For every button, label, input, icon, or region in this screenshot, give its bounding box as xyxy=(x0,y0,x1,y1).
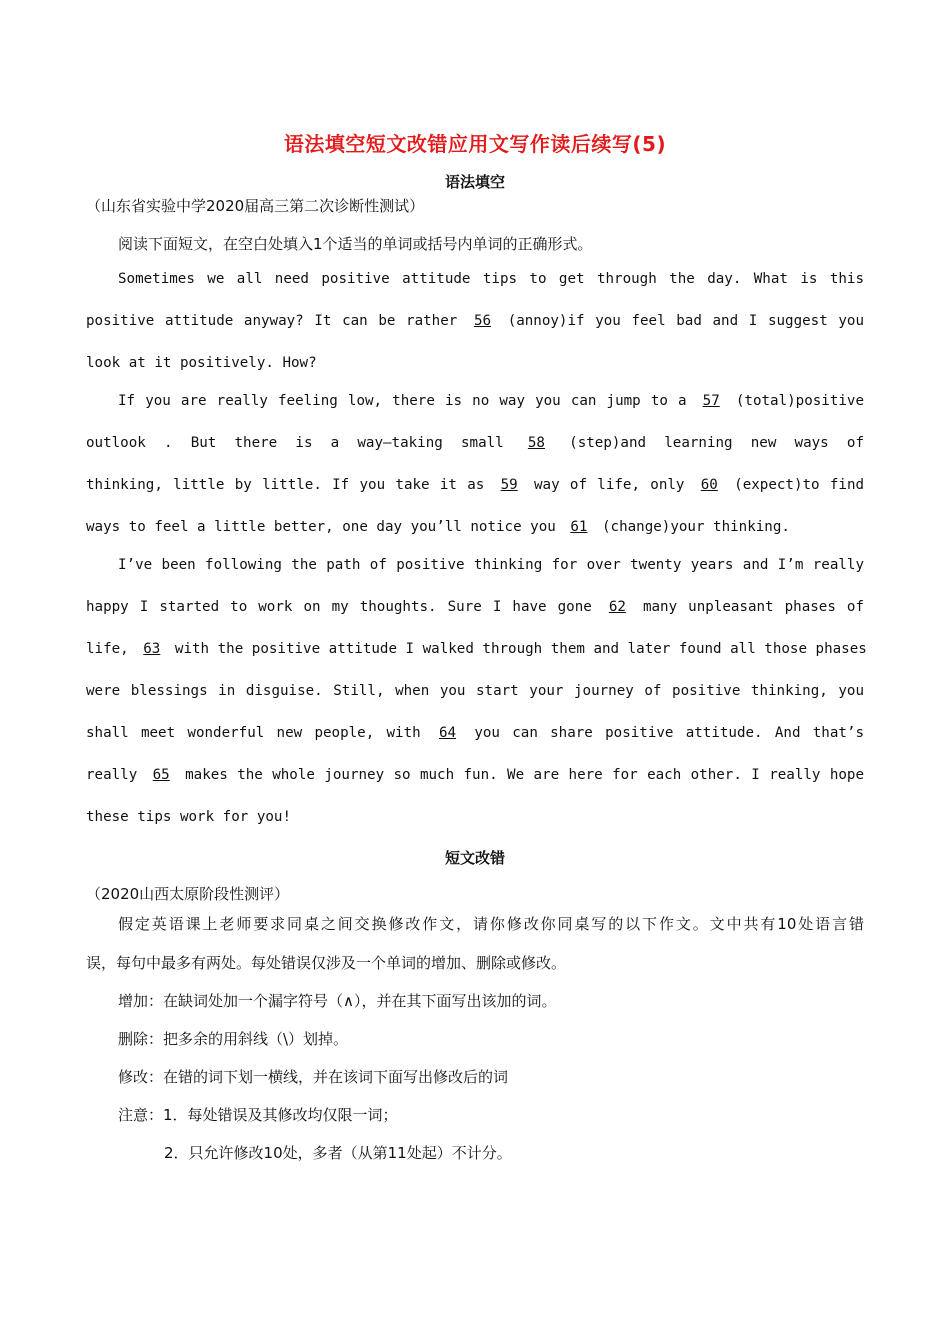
rule-delete: 删除：把多余的用斜线（\）划掉。 xyxy=(118,1030,349,1048)
passage-text: thinking, little by little. If you take it as xyxy=(86,477,485,493)
rule-add: 增加：在缺词处加一个漏字符号（∧），并在其下面写出该加的词。 xyxy=(118,992,557,1010)
passage-text: really xyxy=(86,767,138,783)
passage-text: happy I started to work on my thoughts. Sure I have gone xyxy=(86,599,592,615)
passage-text: with the positive attitude I walked through them and later found all those phases xyxy=(174,641,867,657)
passage-text: you can share positive attitude. And that’s xyxy=(474,725,865,741)
passage-line: Sometimes we all need positive attitude tips to get through the day. What is this xyxy=(118,271,864,287)
passage-line: I’ve been following the path of positive thinking for over twenty years and I’m really xyxy=(118,557,864,573)
blank-63[interactable]: 63 xyxy=(143,641,161,657)
section-heading-grammar-fill: 语法填空 xyxy=(444,173,505,191)
passage-line: were blessings in disguise. Still, when you start your journey of positive thinking, you xyxy=(86,683,864,699)
passage-line xyxy=(86,519,864,535)
passage-line xyxy=(86,599,864,615)
passage-text: life, xyxy=(86,641,129,657)
section-source: （山东省实验中学2020届高三第二次诊断性测试） xyxy=(86,197,425,215)
passage-line xyxy=(86,725,864,741)
blank-64[interactable]: 64 xyxy=(438,725,457,741)
blank-56[interactable]: 56 xyxy=(473,313,492,329)
passage-text: positive attitude anyway? It can be rather xyxy=(86,313,458,329)
passage-line xyxy=(86,767,864,783)
blank-61[interactable]: 61 xyxy=(570,519,588,535)
passage-text: (annoy)if you feel bad and I suggest you xyxy=(507,313,865,329)
passage-line xyxy=(86,641,867,657)
passage-text: (step)and learning new ways of xyxy=(569,435,864,451)
passage-text: way of life, only xyxy=(534,477,685,493)
passage-line xyxy=(86,313,864,329)
blank-59[interactable]: 59 xyxy=(500,477,518,493)
blank-60[interactable]: 60 xyxy=(700,477,718,493)
passage-text: ways to feel a little better, one day you’ll notice you xyxy=(86,519,556,535)
note-2: 2．只允许修改10处，多者（从第11处起）不计分。 xyxy=(164,1144,512,1162)
instruction-line: 假定英语课上老师要求同桌之间交换修改作文，请你修改你同桌写的以下作文。文中共有10处语言错 xyxy=(118,915,864,933)
passage-text: many unpleasant phases of xyxy=(642,599,864,615)
rule-modify: 修改：在错的词下划一横线，并在该词下面写出修改后的词 xyxy=(118,1068,509,1086)
passage-line xyxy=(86,435,864,451)
passage-line xyxy=(118,393,864,409)
section-source: （2020山西太原阶段性测评） xyxy=(86,885,290,903)
passage-text: (change)your thinking. xyxy=(601,519,790,535)
passage-text: If you are really feeling low, there is no way you can jump to a xyxy=(118,393,687,409)
passage-text: makes the whole journey so much fun. We are here for each other. I really hope xyxy=(185,767,864,783)
passage-text: (expect)to find xyxy=(734,477,865,493)
passage-text: (total)positive xyxy=(735,393,864,409)
document-title: 语法填空短文改错应用文写作读后续写(5) xyxy=(283,132,667,156)
passage-text: outlook . But there is a way—taking small xyxy=(86,435,504,451)
blank-57[interactable]: 57 xyxy=(702,393,720,409)
instruction-text: 阅读下面短文，在空白处填入1个适当的单词或括号内单词的正确形式。 xyxy=(118,235,593,253)
blank-58[interactable]: 58 xyxy=(527,435,545,451)
section-heading-error-correction: 短文改错 xyxy=(444,849,505,867)
passage-line xyxy=(86,477,864,493)
instruction-line: 误，每句中最多有两处。每处错误仅涉及一个单词的增加、删除或修改。 xyxy=(86,954,567,972)
passage-text: shall meet wonderful new people, with xyxy=(86,725,421,741)
blank-62[interactable]: 62 xyxy=(608,599,626,615)
passage-line: look at it positively. How? xyxy=(86,355,317,371)
blank-65[interactable]: 65 xyxy=(152,767,170,783)
passage-line: these tips work for you! xyxy=(86,809,291,825)
note-1: 注意：1．每处错误及其修改均仅限一词； xyxy=(118,1106,398,1124)
